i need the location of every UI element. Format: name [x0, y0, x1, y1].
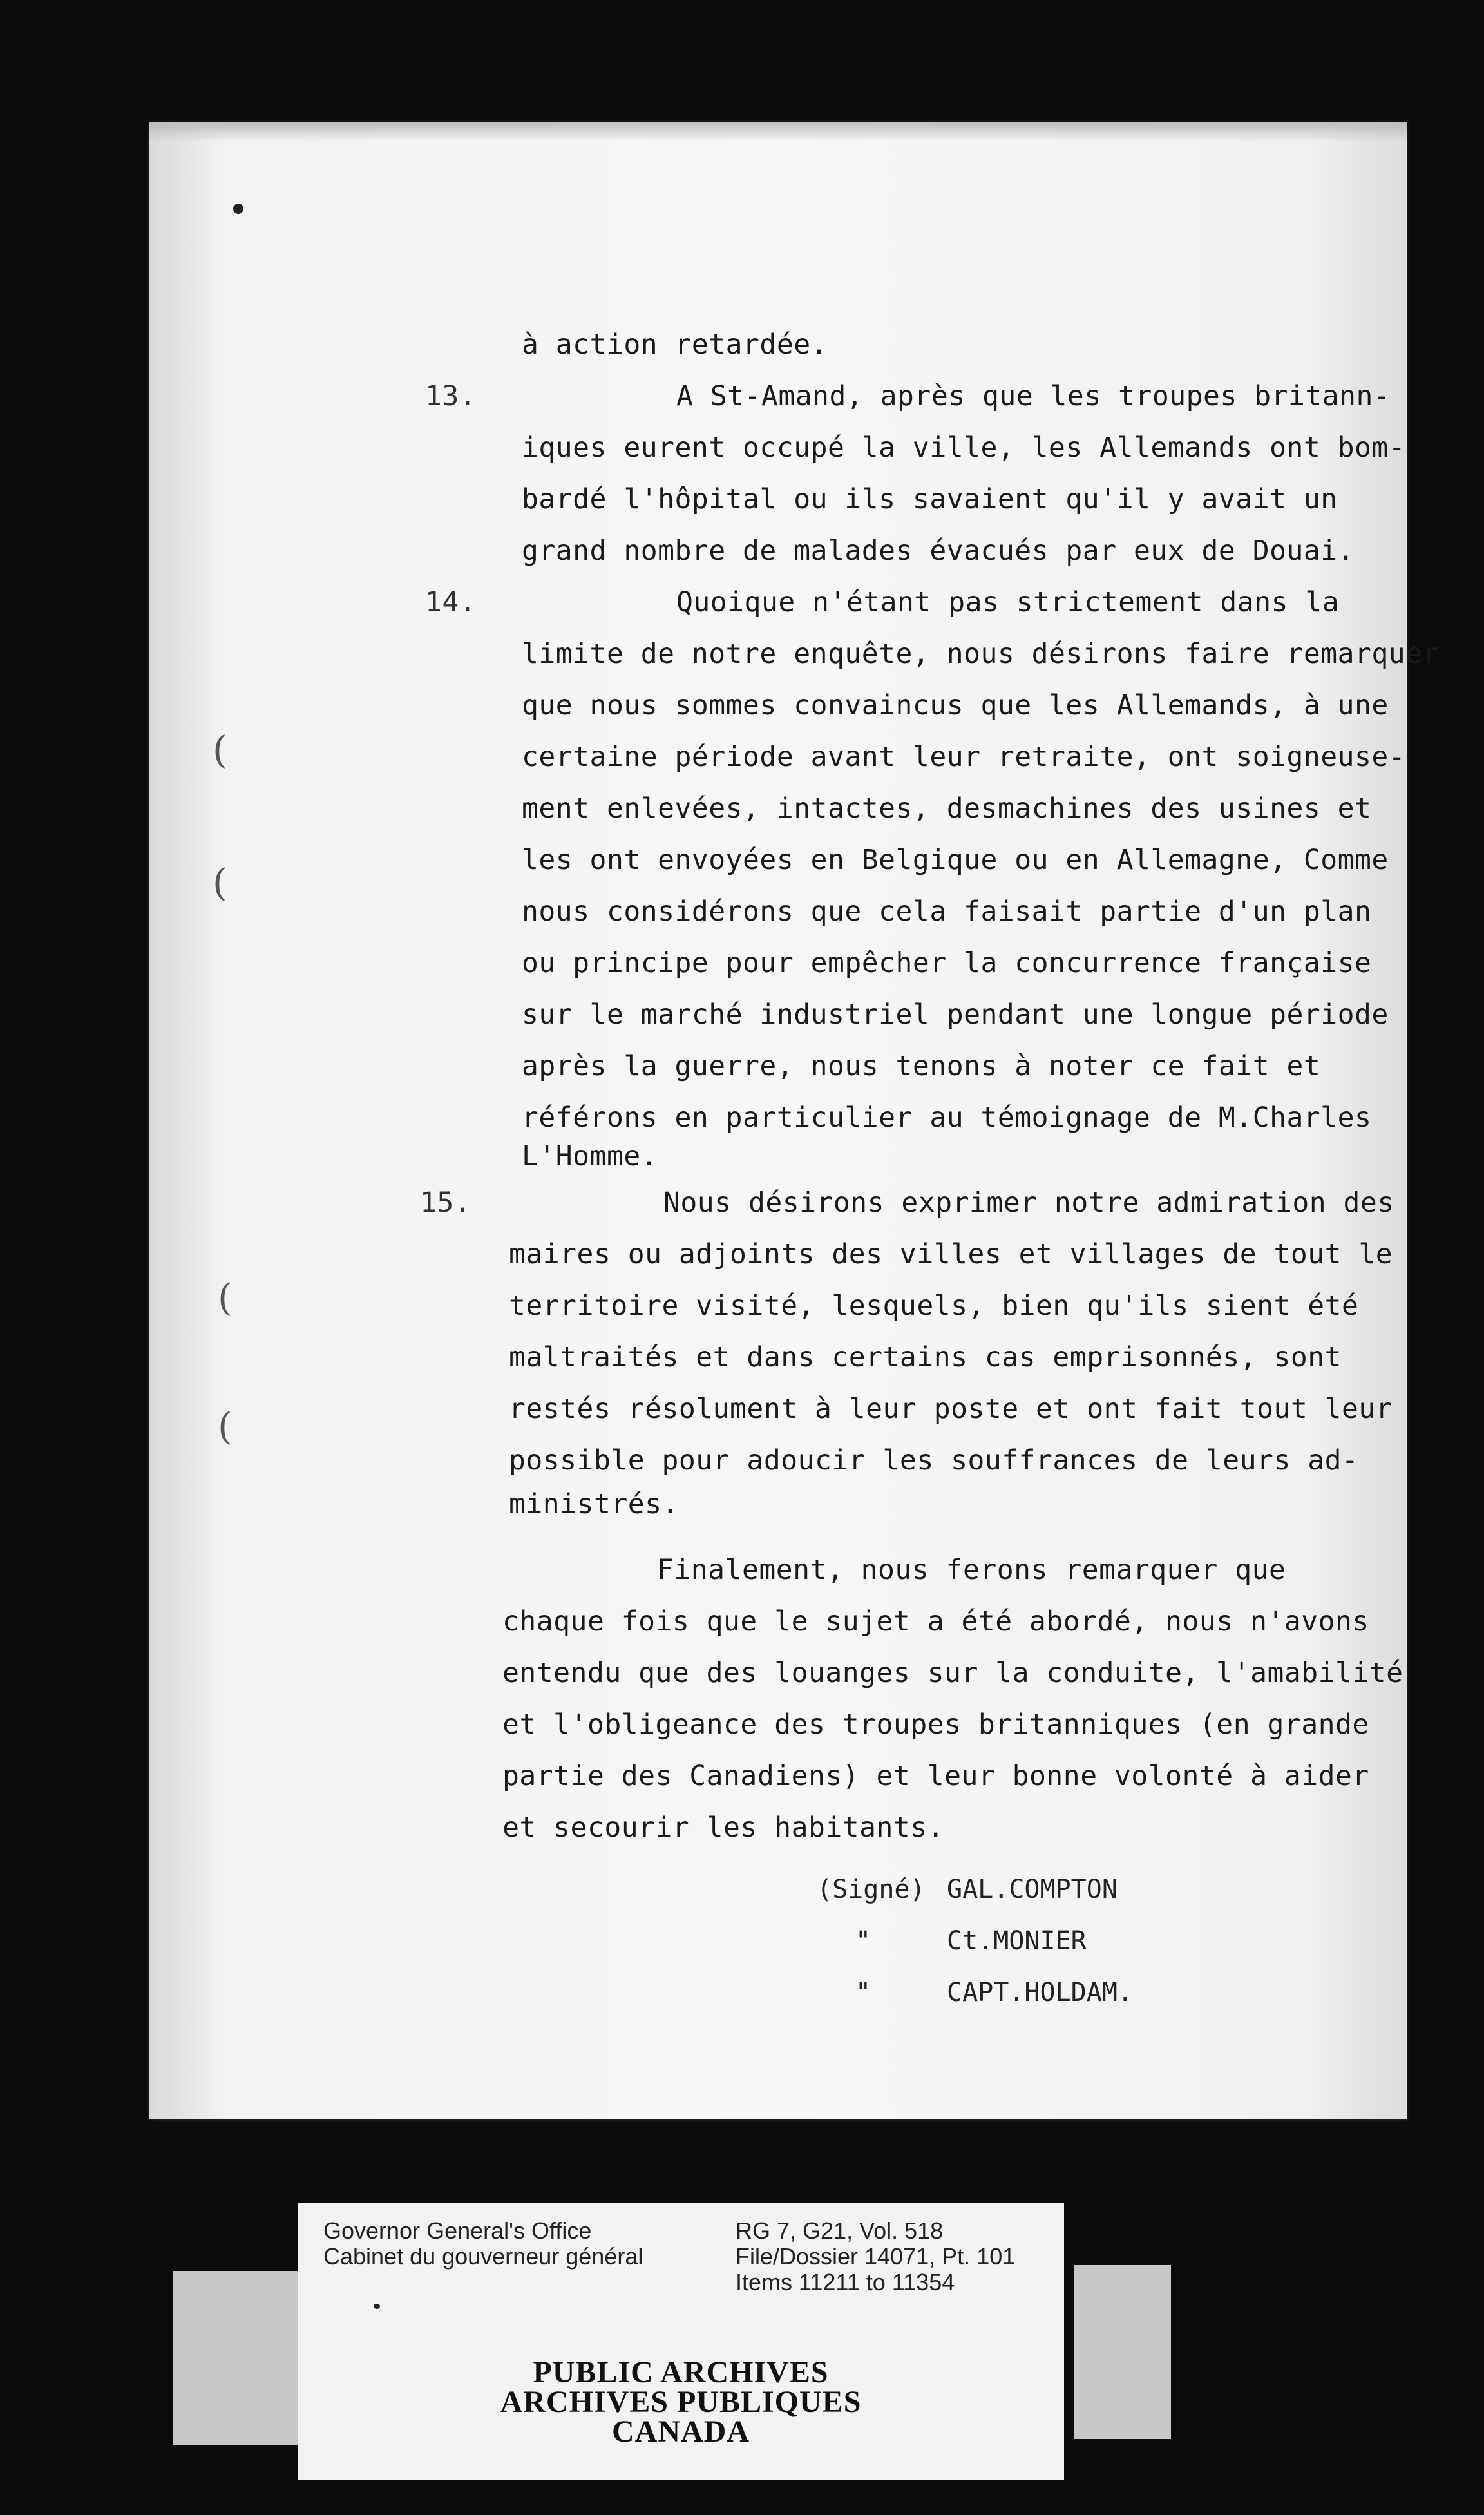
- items-range-ref: Items 11211 to 11354: [736, 2269, 955, 2295]
- text-line: les ont envoyées en Belgique ou en Allemagne, Comme: [522, 844, 1389, 876]
- film-leader-block: [173, 2271, 308, 2445]
- binding-hole-mark: (: [213, 861, 227, 904]
- text-line: partie des Canadiens) et leur bonne volonté à aider: [502, 1760, 1369, 1792]
- office-name-en: Governor General's Office: [323, 2217, 592, 2244]
- binding-hole-mark: (: [218, 1276, 233, 1319]
- office-name-fr: Cabinet du gouverneur général: [323, 2243, 643, 2270]
- ditto-mark: ": [855, 1978, 871, 2007]
- archives-stamp-line: ARCHIVES PUBLIQUES: [500, 2385, 862, 2419]
- archives-stamp-line: PUBLIC ARCHIVES: [533, 2355, 829, 2389]
- text-line: bardé l'hôpital ou ils savaient qu'il y avait un: [522, 483, 1338, 515]
- paragraph-number: 13.: [425, 380, 477, 412]
- film-leader-block: [1074, 2265, 1171, 2439]
- text-line: grand nombre de malades évacués par eux de Douai.: [522, 535, 1355, 567]
- text-line: nous considérons que cela faisait partie d'un plan: [522, 895, 1372, 928]
- text-line: ment enlevées, intactes, desmachines des usines et: [522, 792, 1372, 825]
- text-line: référons en particulier au témoignage de M.Charles: [522, 1102, 1372, 1134]
- paragraph-number: 14.: [425, 586, 477, 618]
- archives-stamp-line: CANADA: [612, 2415, 750, 2449]
- punch-mark: [233, 204, 243, 214]
- binding-hole-mark: (: [213, 728, 227, 772]
- text-line: maires ou adjoints des villes et villages de tout le: [509, 1238, 1393, 1270]
- text-line: L'Homme.: [522, 1140, 658, 1172]
- text-line: territoire visité, lesquels, bien qu'ils sient été: [509, 1290, 1359, 1322]
- signatory-name: Ct.MONIER: [947, 1926, 1087, 1956]
- text-line: et l'obligeance des troupes britanniques (en grande: [502, 1708, 1369, 1741]
- text-line: à action retardée.: [522, 329, 828, 361]
- text-line: maltraités et dans certains cas emprisonnés, sont: [509, 1341, 1342, 1373]
- text-line: Finalement, nous ferons remarquer que: [657, 1554, 1286, 1586]
- text-line: ou principe pour empêcher la concurrence française: [522, 947, 1372, 979]
- text-line: et secourir les habitants.: [502, 1812, 945, 1844]
- text-line: iques eurent occupé la ville, les Allemands ont bom-: [522, 432, 1406, 464]
- text-line: Quoique n'étant pas strictement dans la: [676, 586, 1340, 618]
- text-line: chaque fois que le sujet a été abordé, nous n'avons: [502, 1605, 1369, 1638]
- signatory-name: GAL.COMPTON: [947, 1875, 1118, 1904]
- page-top-shadow: [149, 122, 1407, 142]
- text-line: possible pour adoucir les souffrances de leurs ad-: [509, 1444, 1359, 1477]
- text-line: restés résolument à leur poste et ont fait tout leur: [509, 1393, 1393, 1425]
- text-line: limite de notre enquête, nous désirons faire remarquer: [522, 638, 1440, 670]
- text-line: ministrés.: [509, 1488, 679, 1520]
- text-line: Nous désirons exprimer notre admiration des: [663, 1187, 1394, 1219]
- ditto-mark: ": [855, 1926, 871, 1956]
- binding-hole-mark: (: [218, 1404, 233, 1448]
- record-group-ref: RG 7, G21, Vol. 518: [736, 2217, 944, 2244]
- text-line: certaine période avant leur retraite, ont soigneuse-: [522, 741, 1406, 773]
- text-line: que nous sommes convaincus que les Allemands, à une: [522, 689, 1389, 722]
- file-dossier-ref: File/Dossier 14071, Pt. 101: [736, 2243, 1016, 2270]
- signatory-name: CAPT.HOLDAM.: [947, 1978, 1133, 2007]
- text-line: après la guerre, nous tenons à noter ce fait et: [522, 1050, 1321, 1082]
- signed-label: (Signé): [817, 1875, 926, 1904]
- text-line: A St-Amand, après que les troupes britann-: [676, 380, 1391, 412]
- text-line: entendu que des louanges sur la conduite, l'amabilité: [502, 1657, 1403, 1689]
- paragraph-number: 15.: [420, 1187, 471, 1219]
- text-line: sur le marché industriel pendant une longue période: [522, 999, 1389, 1031]
- dust-mark: [374, 2304, 380, 2309]
- archive-label-card: [298, 2203, 1064, 2480]
